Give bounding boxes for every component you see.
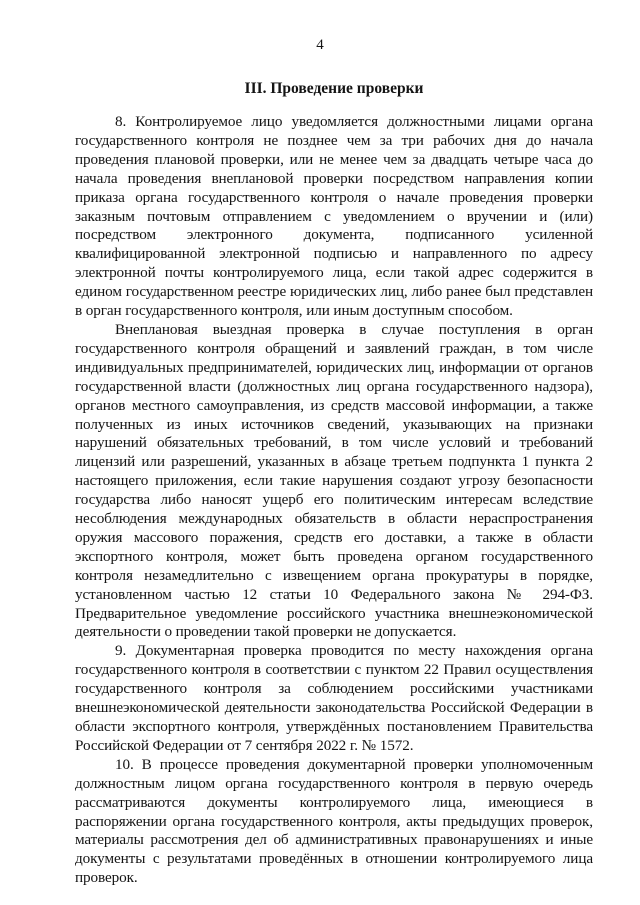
page-number: 4 [316,37,324,53]
paragraph-10: 10. В процессе проведения документарной проверки уполномоченным должностным лицом органа государственного контроля в первую очередь рассматриваются документы контролируемого лица, имеющиеся в распоряжении органа государственного контроля, акты предыдущих проверок, материалы рассмотрения дел об административных правонарушениях и иные документы с результатами проведённых в отношении контролируемого лица проверок. [75,755,593,887]
section-title: III. Проведение проверки [244,80,424,97]
paragraph-unplanned-inspection: Внеплановая выездная проверка в случае поступления в орган государственного контроля обращений и заявлений граждан, в том числе индивидуальных предпринимателей, юридических лиц, информации от органов государственной власти (должностных лиц органа государственного надзора), органов местного самоуправления, из средств массовой информации, а также полученных из иных источников сведений, указывающих на признаки нарушений обязательных требований, в том числе условий и требований лицензий или разрешений, указанных в абзаце третьем подпункта 1 пункта 2 настоящего приложения, если такие нарушения создают угрозу безопасности государства либо наносят ущерб его политическим интересам вследствие несоблюдения международных обязательств в области нераспространения оружия массового поражения, средств его доставки, а также в области экспортного контроля, может быть проведена органом государственного контроля незамедлительно с извещением органа прокуратуры в порядке, установленном частью 12 статьи 10 Федерального закона № 294-ФЗ. Предварительное уведомление российского участника внешнеэкономической деятельности о проведении такой проверки не допускается. [75,320,593,641]
paragraph-9: 9. Документарная проверка проводится по месту нахождения органа государственного контроля в соответствии с пунктом 22 Правил осуществления государственного контроля за соблюдением российскими участниками внешнеэкономической деятельности законодательства Российской Федерации в области экспортного контроля, утверждённых постановлением Правительства Российской Федерации от 7 сентября 2022 г. № 1572. [75,642,593,754]
section-body [75,113,593,888]
paragraph-8: 8. Контролируемое лицо уведомляется должностными лицами органа государственного контроля не позднее чем за три рабочих дня до начала проведения плановой проверки, или не менее чем за двадцать четыре часа до начала проведения внеплановой проверки посредством направления копии приказа органа государственного контроля о начале проведения проверки заказным почтовым отправлением с уведомлением о вручении и (или) посредством электронного документа, подписанного усиленной квалифицированной электронной подписью и направленного по адресу электронной почты контролируемого лица, если такой адрес содержится в едином государственном реестре юридических лиц, либо ранее был представлен в орган государственного контроля, или иным доступным способом. [75,113,593,320]
